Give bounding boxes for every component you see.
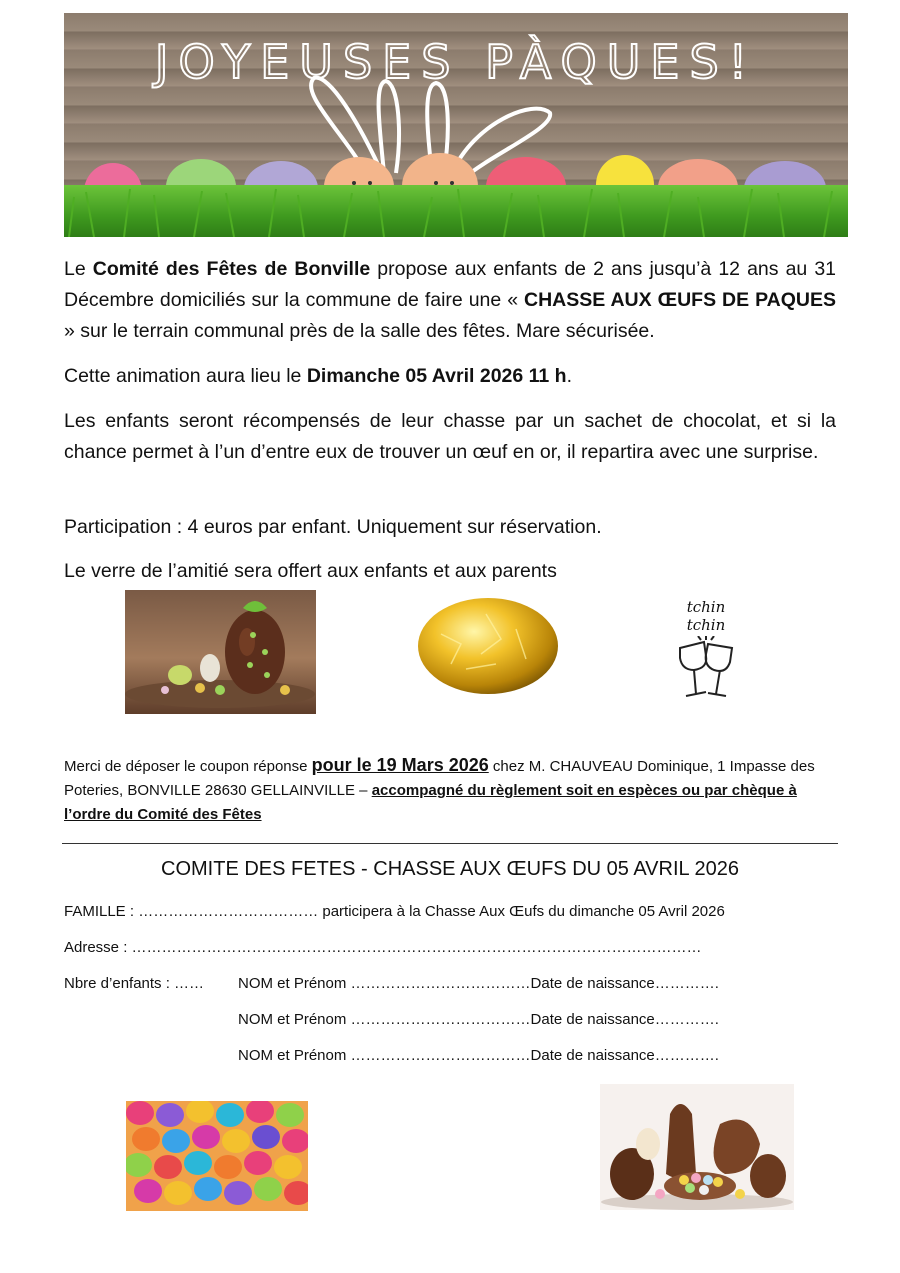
- grass-blades: [64, 167, 848, 237]
- nbre-enfants-line: Nbre d’enfants : ……: [64, 975, 205, 992]
- text: .: [566, 365, 573, 387]
- intro-paragraph: [64, 254, 836, 347]
- form-title: COMITE DES FETES - CHASSE AUX ŒUFS DU 05 AVRIL 2026: [161, 858, 739, 880]
- deadline: pour le 19 Mars 2026: [311, 755, 489, 775]
- tchin-text-2: tchin: [686, 616, 726, 634]
- date-paragraph: [64, 361, 836, 392]
- payment-note: accompagné du règlement soit en espèces ou par chèque à l’ordre du Comité des Fêtes: [64, 782, 797, 823]
- cut-line-divider: [62, 843, 838, 844]
- text: Cette animation aura lieu le: [64, 365, 307, 387]
- colorful-eggs-photo: [126, 1101, 308, 1211]
- banner-title: JOYEUSES PÀQUES!: [154, 35, 758, 89]
- drinks-paragraph: Le verre de l’amitié sera offert aux enfants et aux parents: [64, 560, 557, 582]
- return-notice: [64, 753, 836, 827]
- child-row-3: NOM et Prénom ………………………………Date de naissance………….: [238, 1047, 719, 1064]
- famille-line: FAMILLE : ……………………………… participera à la Chasse Aux Œufs du dimanche 05 Avril 2026: [64, 903, 725, 920]
- cheers-glasses-illustration: [668, 596, 748, 706]
- text: chez M. CHAUVEAU Dominique, 1 Impasse des Poteries, BONVILLE 28630 GELLAINVILLE –: [64, 758, 815, 799]
- tchin-text-1: tchin: [686, 598, 726, 616]
- event-date: Dimanche 05 Avril 2026 11 h: [306, 365, 567, 387]
- reward-paragraph: Les enfants seront récompensés de leur chasse par un sachet de chocolat, et si la chance permet à l’un d’entre eux de trouver un œuf en or, il repartira avec une surprise.: [64, 410, 836, 463]
- committee-name: Comité des Fêtes de Bonville: [92, 258, 371, 280]
- wine-glasses-icon: [668, 636, 748, 706]
- chocolate-egg-photo: [125, 590, 316, 714]
- chocolate-figures-photo: [600, 1084, 794, 1210]
- text: » sur le terrain communal près de la salle des fêtes. Mare sécurisée.: [64, 320, 655, 342]
- child-row-2: NOM et Prénom ………………………………Date de naissance………….: [238, 1011, 719, 1028]
- participation-paragraph: Participation : 4 euros par enfant. Uniquement sur réservation.: [64, 516, 602, 538]
- easter-banner: [64, 13, 848, 237]
- event-name: CHASSE AUX ŒUFS DE PAQUES: [523, 289, 836, 311]
- text: Le: [64, 258, 93, 280]
- golden-egg-photo: [416, 594, 562, 698]
- child-row-1: NOM et Prénom ………………………………Date de naissance………….: [238, 975, 719, 992]
- text: propose aux enfants de 2 ans jusqu’à 12 ans au 31 Décembre domiciliés sur la commune de faire une «: [64, 258, 837, 311]
- adresse-line: Adresse : ……………………………………………………………………………………………………: [64, 939, 702, 956]
- text: Merci de déposer le coupon réponse: [64, 758, 312, 775]
